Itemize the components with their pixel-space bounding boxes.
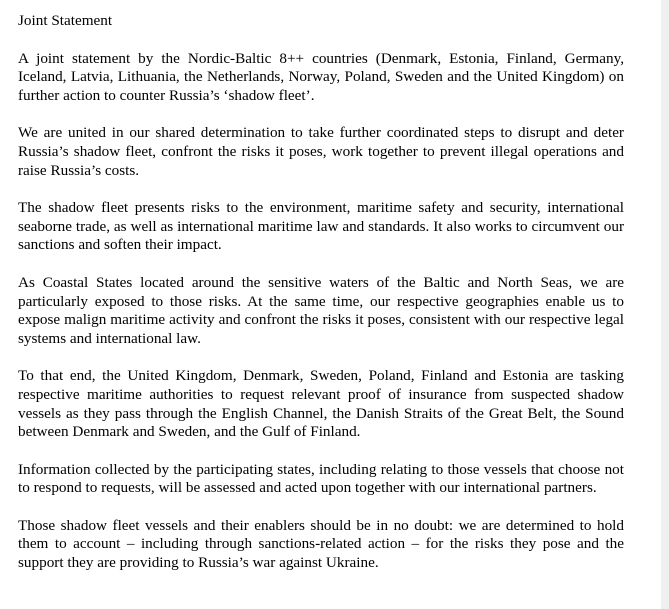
document-body <box>18 12 624 573</box>
paragraph-coastal-states: As Coastal States located around the sensitive waters of the Baltic and North Seas, we are particularly exposed to those risks. At the same time, our respective geographies enable us to expose malign maritime activity and confront the risks it poses, consistent with our respective legal systems and international law. <box>18 273 624 347</box>
document-title: Joint Statement <box>18 12 113 29</box>
paragraph-information: Information collected by the participating states, including relating to those vessels that choose not to respond to requests, will be assessed and acted upon together with our international partners. <box>18 460 624 497</box>
paragraph-accountability: Those shadow fleet vessels and their enablers should be in no doubt: we are determined to hold them to account – including through sanctions-related action – for the risks they pose and the support they are providing to Russia’s war against Ukraine. <box>18 516 624 572</box>
paragraph-intro: A joint statement by the Nordic-Baltic 8++ countries (Denmark, Estonia, Finland, Germany, Iceland, Latvia, Lithuania, the Netherlands, Norway, Poland, Sweden and the United Kingdom) on further action to counter Russia’s ‘shadow fleet’. <box>18 49 624 104</box>
paragraph-risks: The shadow fleet presents risks to the environment, maritime safety and security, international seaborne trade, as well as international maritime law and standards. It also works to circumvent our sanctions and soften their impact. <box>18 199 624 254</box>
paragraph-determination: We are united in our shared determination to take further coordinated steps to disrupt and deter Russia’s shadow fleet, confront the risks it poses, work together to prevent illegal operations and raise Russia’s costs. <box>18 124 624 179</box>
scrollbar-track[interactable] <box>661 0 669 609</box>
paragraph-insurance-checks: To that end, the United Kingdom, Denmark, Sweden, Poland, Finland and Estonia are tasking respective maritime authorities to request relevant proof of insurance from suspected shadow vessels as they pass through the English Channel, the Danish Straits of the Great Belt, the Sound between Denmark and Sweden, and the Gulf of Finland. <box>18 367 624 441</box>
